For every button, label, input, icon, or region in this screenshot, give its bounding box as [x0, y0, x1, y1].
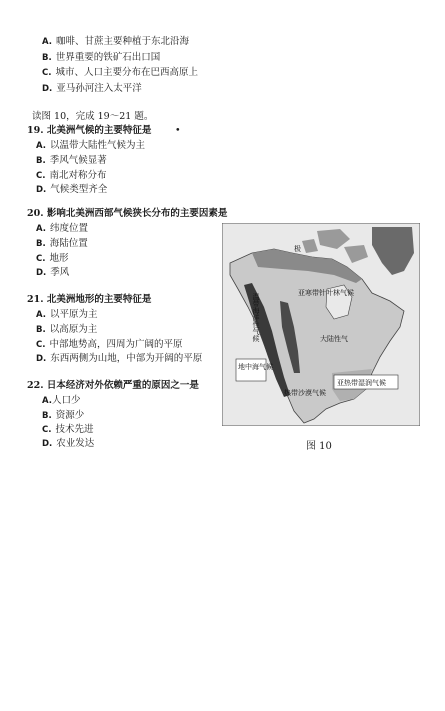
q20-option-c[interactable]: C. 地形 — [36, 253, 69, 264]
q19-option-a[interactable]: A. 以温带大陆性气候为主 — [36, 140, 145, 151]
temperate-continental-label: 大陆性气 — [320, 335, 348, 343]
figure-caption: 图 10 — [306, 441, 332, 452]
q20-option-b[interactable]: B. 海陆位置 — [36, 238, 88, 249]
q20-option-d[interactable]: D. 季风 — [36, 267, 70, 278]
humid-subtropical-label: 亚热带湿润气候 — [337, 379, 386, 387]
q22-stem: 22. 日本经济对外依赖严重的原因之一是 — [27, 380, 199, 391]
q21-option-b[interactable]: B. 以高原为主 — [36, 324, 98, 335]
q19-option-b[interactable]: B. 季风气候显著 — [36, 155, 107, 166]
q19-stem: 19. 北美洲气候的主要特征是 — [27, 125, 152, 136]
q21-option-a[interactable]: A. 以平原为主 — [36, 309, 98, 320]
q21-option-d[interactable]: D. 东西两侧为山地，中部为开阔的平原 — [36, 353, 203, 364]
instruction-text: 读图 10，完成 19～21 题。 — [32, 111, 154, 122]
temperate-maritime-label: 温带海洋性气候 — [252, 293, 260, 342]
q22-option-c[interactable]: C. 技术先进 — [42, 424, 94, 435]
stray-dot: • — [175, 125, 181, 136]
polar-label: 极 — [294, 245, 301, 253]
mediterranean-label: 地中海气候 — [238, 363, 273, 371]
q20-stem: 20. 影响北美洲西部气候狭长分布的主要因素是 — [27, 208, 228, 219]
q18-option-c[interactable]: C. 城市、人口主要分布在巴西高原上 — [42, 67, 198, 78]
q18-option-a[interactable]: A. 咖啡、甘蔗主要种植于东北沿海 — [42, 36, 189, 47]
q21-option-c[interactable]: C. 中部地势高，四周为广阔的平原 — [36, 339, 183, 350]
north-america-climate-map — [222, 223, 420, 426]
q22-option-a[interactable]: A.人口少 — [42, 395, 81, 406]
tropical-desert-label: 热带沙漠气候 — [284, 389, 326, 397]
q20-option-a[interactable]: A. 纬度位置 — [36, 223, 88, 234]
subarctic-label: 亚寒带针叶林气候 — [298, 289, 354, 297]
q19-option-c[interactable]: C. 南北对称分布 — [36, 170, 107, 181]
q18-option-d[interactable]: D. 亚马孙河注入太平洋 — [42, 83, 142, 94]
q18-option-b[interactable]: B. 世界重要的铁矿石出口国 — [42, 52, 161, 63]
q19-option-d[interactable]: D. 气候类型齐全 — [36, 184, 108, 195]
q22-option-d[interactable]: D. 农业发达 — [42, 438, 95, 449]
q21-stem: 21. 北美洲地形的主要特征是 — [27, 294, 152, 305]
q22-option-b[interactable]: B. 资源少 — [42, 410, 85, 421]
